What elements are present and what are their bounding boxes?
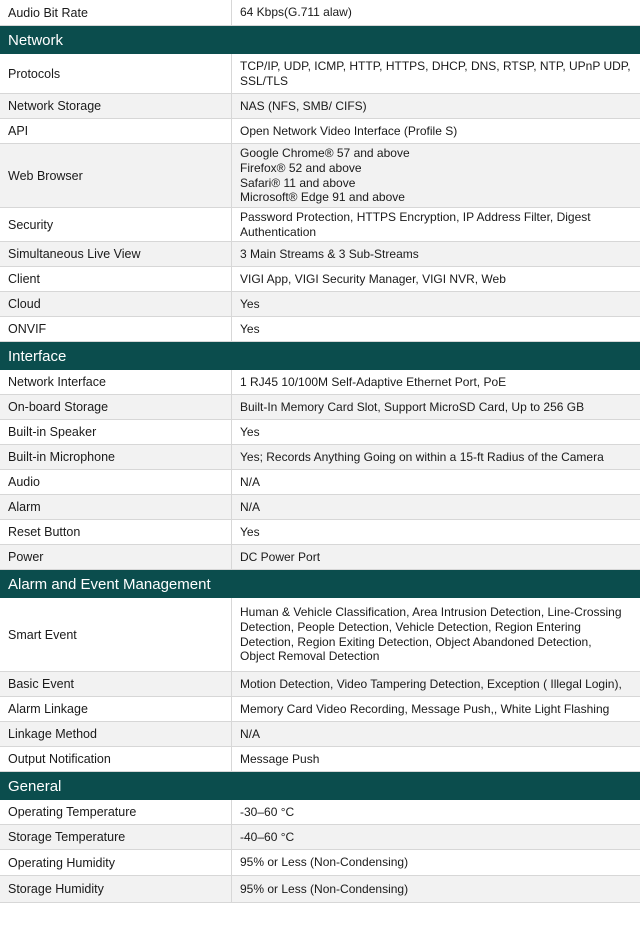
spec-row xyxy=(0,722,640,747)
spec-label: Basic Event xyxy=(0,672,232,696)
spec-row xyxy=(0,395,640,420)
section-header: Network xyxy=(0,26,640,54)
spec-value xyxy=(232,292,640,316)
spec-label: Audio Bit Rate xyxy=(0,0,232,25)
spec-row xyxy=(0,545,640,570)
spec-label: Power xyxy=(0,545,232,569)
spec-value-line: Yes xyxy=(240,296,260,311)
spec-row xyxy=(0,445,640,470)
spec-value xyxy=(232,470,640,494)
spec-label: Storage Humidity xyxy=(0,876,232,902)
spec-label: Audio xyxy=(0,470,232,494)
spec-row xyxy=(0,119,640,144)
spec-value-line: Object Removal Detection xyxy=(240,649,380,664)
spec-value xyxy=(232,545,640,569)
spec-row xyxy=(0,876,640,903)
spec-value xyxy=(232,208,640,241)
spec-label: Alarm Linkage xyxy=(0,697,232,721)
spec-value xyxy=(232,747,640,771)
spec-label: API xyxy=(0,119,232,143)
spec-value-line: N/A xyxy=(240,499,261,514)
spec-label: Network Interface xyxy=(0,370,232,394)
spec-value xyxy=(232,825,640,849)
spec-row xyxy=(0,800,640,825)
spec-value xyxy=(232,54,640,93)
spec-value xyxy=(232,267,640,291)
spec-value xyxy=(232,94,640,118)
spec-value-line: N/A xyxy=(240,474,261,489)
spec-value-line: 1 RJ45 10/100M Self-Adaptive Ethernet Port, PoE xyxy=(240,374,507,389)
spec-value xyxy=(232,317,640,341)
spec-value-line: NAS (NFS, SMB/ CIFS) xyxy=(240,98,367,113)
spec-value-line: Yes xyxy=(240,321,260,336)
spec-value-line: DC Power Port xyxy=(240,549,321,564)
spec-value-line: Authentication xyxy=(240,224,317,239)
spec-label: Linkage Method xyxy=(0,722,232,746)
section-header: Alarm and Event Management xyxy=(0,570,640,598)
spec-value xyxy=(232,0,640,25)
spec-value-line: Safari® 11 and above xyxy=(240,175,356,190)
spec-label: Simultaneous Live View xyxy=(0,242,232,266)
spec-label: Network Storage xyxy=(0,94,232,118)
spec-value-line: Yes; Records Anything Going on within a 15-ft Radius of the Camera xyxy=(240,449,604,464)
spec-value xyxy=(232,495,640,519)
spec-label: Built-in Microphone xyxy=(0,445,232,469)
spec-value-line: SSL/TLS xyxy=(240,73,289,88)
spec-value xyxy=(232,598,640,671)
spec-value xyxy=(232,445,640,469)
spec-row xyxy=(0,94,640,119)
spec-value xyxy=(232,876,640,902)
spec-value-line: Open Network Video Interface (Profile S) xyxy=(240,123,458,138)
spec-row xyxy=(0,292,640,317)
spec-label: Protocols xyxy=(0,54,232,93)
spec-row xyxy=(0,520,640,545)
spec-value-line: N/A xyxy=(240,726,261,741)
spec-label: Smart Event xyxy=(0,598,232,671)
spec-label: Web Browser xyxy=(0,144,232,207)
spec-value xyxy=(232,242,640,266)
section-header: General xyxy=(0,772,640,800)
spec-value-line: Yes xyxy=(240,524,260,539)
spec-value xyxy=(232,800,640,824)
spec-value xyxy=(232,672,640,696)
spec-value xyxy=(232,370,640,394)
spec-value-line: 95% or Less (Non-Condensing) xyxy=(240,855,409,870)
spec-value-line: Google Chrome® 57 and above xyxy=(240,145,410,160)
spec-value xyxy=(232,722,640,746)
spec-value xyxy=(232,144,640,207)
spec-value-line: Human & Vehicle Classification, Area Intrusion Detection, Line-Crossing xyxy=(240,604,622,619)
spec-row xyxy=(0,242,640,267)
spec-row xyxy=(0,54,640,94)
section-header: Interface xyxy=(0,342,640,370)
spec-label: Reset Button xyxy=(0,520,232,544)
spec-value-line: Detection, Region Exiting Detection, Object Abandoned Detection, xyxy=(240,634,592,649)
spec-value-line: VIGI App, VIGI Security Manager, VIGI NVR, Web xyxy=(240,271,506,286)
spec-value xyxy=(232,697,640,721)
spec-label: Storage Temperature xyxy=(0,825,232,849)
spec-label: Operating Humidity xyxy=(0,850,232,875)
spec-row xyxy=(0,144,640,208)
spec-row xyxy=(0,850,640,876)
spec-value-line: -40–60 °C xyxy=(240,829,295,844)
spec-value-line: Memory Card Video Recording, Message Push,, White Light Flashing xyxy=(240,701,610,716)
spec-label: Security xyxy=(0,208,232,241)
spec-value-line: Yes xyxy=(240,424,260,439)
spec-row xyxy=(0,697,640,722)
spec-label: On-board Storage xyxy=(0,395,232,419)
spec-value-line: -30–60 °C xyxy=(240,804,295,819)
spec-label: Operating Temperature xyxy=(0,800,232,824)
spec-row xyxy=(0,825,640,850)
spec-label: Client xyxy=(0,267,232,291)
spec-label: Built-in Speaker xyxy=(0,420,232,444)
spec-row xyxy=(0,598,640,672)
spec-row xyxy=(0,317,640,342)
spec-label: Alarm xyxy=(0,495,232,519)
spec-value-line: Detection, People Detection, Vehicle Detection, Region Entering xyxy=(240,619,581,634)
spec-value-line: 64 Kbps(G.711 alaw) xyxy=(240,5,352,20)
spec-value xyxy=(232,520,640,544)
spec-value-line: Firefox® 52 and above xyxy=(240,160,362,175)
spec-value-line: 95% or Less (Non-Condensing) xyxy=(240,881,409,896)
spec-row xyxy=(0,0,640,26)
spec-row xyxy=(0,420,640,445)
spec-value xyxy=(232,119,640,143)
spec-value-line: TCP/IP, UDP, ICMP, HTTP, HTTPS, DHCP, DNS, RTSP, NTP, UPnP UDP, xyxy=(240,58,631,73)
spec-value-line: Password Protection, HTTPS Encryption, IP Address Filter, Digest xyxy=(240,209,591,224)
spec-value-line: Microsoft® Edge 91 and above xyxy=(240,190,405,205)
spec-label: Output Notification xyxy=(0,747,232,771)
spec-label: Cloud xyxy=(0,292,232,316)
spec-value-line: Built-In Memory Card Slot, Support MicroSD Card, Up to 256 GB xyxy=(240,399,585,414)
spec-row xyxy=(0,470,640,495)
spec-row xyxy=(0,267,640,292)
spec-value-line: Message Push xyxy=(240,751,320,766)
spec-value-line: Motion Detection, Video Tampering Detection, Exception ( Illegal Login), xyxy=(240,676,622,691)
spec-row xyxy=(0,370,640,395)
spec-value xyxy=(232,850,640,875)
spec-value xyxy=(232,395,640,419)
spec-row xyxy=(0,672,640,697)
spec-value xyxy=(232,420,640,444)
spec-row xyxy=(0,208,640,242)
spec-row xyxy=(0,747,640,772)
spec-label: ONVIF xyxy=(0,317,232,341)
spec-row xyxy=(0,495,640,520)
spec-value-line: 3 Main Streams & 3 Sub-Streams xyxy=(240,246,419,261)
